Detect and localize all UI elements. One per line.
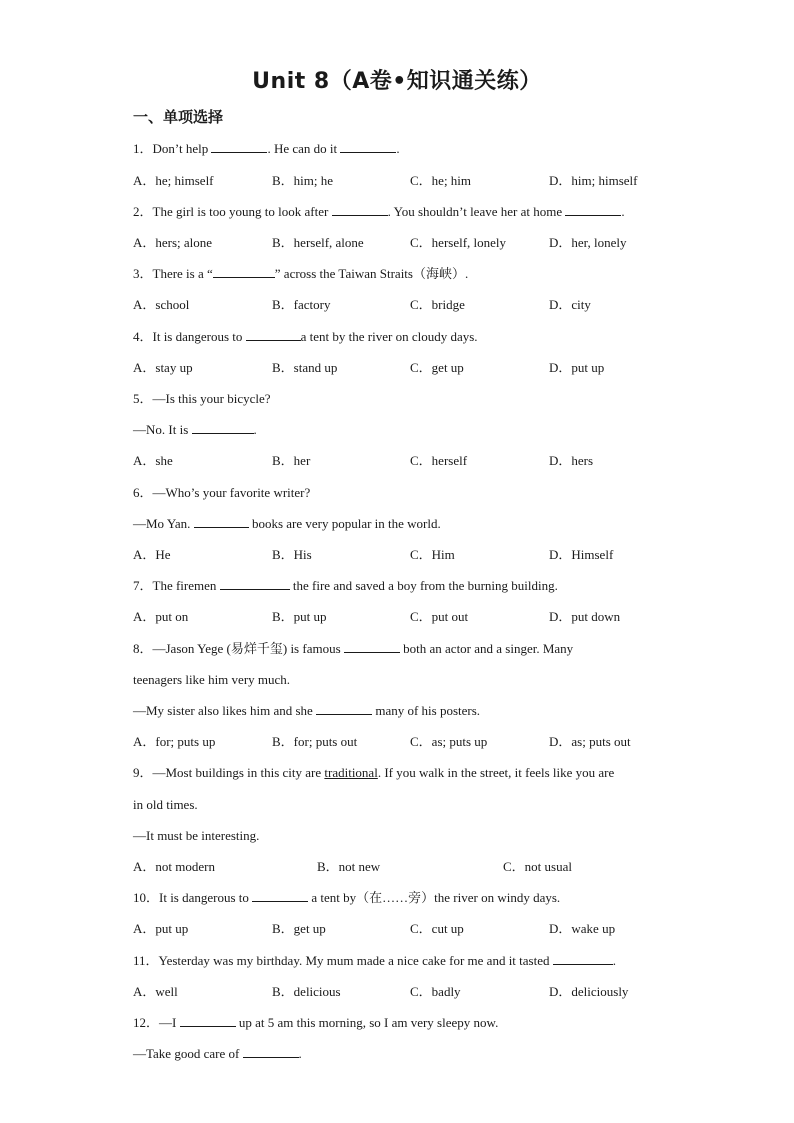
- option-d: D．hers: [549, 453, 594, 468]
- option-c: C．bridge: [410, 297, 465, 312]
- option-a: A．put up: [133, 921, 189, 936]
- question-text: 4．It is dangerous to: [133, 329, 246, 344]
- question-text: —My sister also likes him and she: [133, 703, 317, 718]
- option-a: A．for; puts up: [133, 734, 216, 749]
- answer-blank: [553, 952, 613, 965]
- option-d: D．Himself: [549, 547, 614, 562]
- option-b: B．His: [272, 547, 312, 562]
- option-c: C．herself, lonely: [410, 235, 507, 250]
- question-text: —No. It is: [133, 422, 192, 437]
- question-8-reply: [133, 702, 480, 720]
- option-a: A．hers; alone: [133, 235, 213, 250]
- option-c: C．put out: [410, 609, 469, 624]
- question-text: both an actor and a singer. Many: [399, 641, 574, 656]
- question-5-reply: [133, 421, 257, 439]
- question-text: the fire and saved a boy from the burning building.: [289, 578, 558, 593]
- answer-blank: [340, 140, 396, 153]
- option-d: D．city: [549, 297, 591, 312]
- question-8: [133, 640, 573, 658]
- answer-blank: [316, 702, 372, 715]
- question-6-reply: [133, 515, 441, 533]
- underlined-word: traditional: [324, 765, 378, 780]
- option-b: B．delicious: [272, 984, 341, 999]
- question-text: .: [396, 141, 400, 156]
- question-text: up at 5 am this morning, so I am very sleepy now.: [235, 1015, 499, 1030]
- question-text: 1．Don’t help: [133, 141, 212, 156]
- question-text: —Take good care of: [133, 1046, 243, 1061]
- question-12: [133, 1014, 498, 1032]
- page-title: Unit 8（A卷•知识通关练）: [252, 69, 542, 94]
- question-3: [133, 265, 468, 283]
- option-a: A．He: [133, 547, 171, 562]
- question-text: a tent by（在……旁）the river on windy days.: [308, 890, 561, 905]
- answer-blank: [180, 1014, 236, 1027]
- question-text: .: [298, 1046, 302, 1061]
- question-9: [133, 764, 614, 782]
- question-text: . You shouldn’t leave her at home: [387, 204, 566, 219]
- answer-blank: [565, 203, 621, 216]
- question-text: .: [621, 204, 625, 219]
- question-text: 8．—Jason Yege (易烊千玺) is famous: [133, 641, 344, 656]
- question-text: many of his posters.: [372, 703, 481, 718]
- question-9-cont: in old times.: [133, 797, 198, 812]
- answer-blank: [192, 421, 254, 434]
- question-text: 12．—I: [133, 1015, 180, 1030]
- option-d: D．deliciously: [549, 984, 629, 999]
- answer-blank: [243, 1045, 299, 1058]
- option-b: B．stand up: [272, 360, 338, 375]
- option-d: D．as; puts out: [549, 734, 631, 749]
- question-text: . If you walk in the street, it feels like you are: [377, 765, 615, 780]
- answer-blank: [252, 889, 308, 902]
- answer-blank: [246, 328, 301, 341]
- option-d: D．her, lonely: [549, 235, 627, 250]
- answer-blank: [332, 203, 388, 216]
- option-a: A．put on: [133, 609, 189, 624]
- option-b: B．her: [272, 453, 311, 468]
- question-2: [133, 203, 625, 221]
- question-10: [133, 889, 560, 907]
- question-text: a tent by the river on cloudy days.: [300, 329, 478, 344]
- option-c: C．not usual: [503, 859, 572, 874]
- option-c: C．cut up: [410, 921, 464, 936]
- question-9-reply: —It must be interesting.: [133, 828, 260, 843]
- question-text: 2．The girl is too young to look after: [133, 204, 332, 219]
- option-b: B．get up: [272, 921, 326, 936]
- question-text: . He can do it: [267, 141, 341, 156]
- question-text: 11．Yesterday was my birthday. My mum made a nice cake for me and it tasted: [133, 953, 553, 968]
- question-5: 5．—Is this your bicycle?: [133, 391, 271, 406]
- option-c: C．badly: [410, 984, 461, 999]
- option-c: C．he; him: [410, 173, 472, 188]
- option-a: A．he; himself: [133, 173, 214, 188]
- option-b: B．for; puts out: [272, 734, 358, 749]
- option-c: C．Him: [410, 547, 455, 562]
- answer-blank: [344, 640, 400, 653]
- option-c: C．herself: [410, 453, 468, 468]
- answer-blank: [211, 140, 267, 153]
- question-12-reply: [133, 1045, 302, 1063]
- option-c: C．as; puts up: [410, 734, 488, 749]
- option-a: A．not modern: [133, 859, 215, 874]
- question-1: [133, 140, 400, 158]
- question-text: 7．The firemen: [133, 578, 220, 593]
- option-b: B．him; he: [272, 173, 334, 188]
- option-d: D．him; himself: [549, 173, 638, 188]
- answer-blank: [220, 577, 290, 590]
- question-text: books are very popular in the world.: [248, 516, 441, 531]
- question-text: .: [253, 422, 257, 437]
- option-a: A．stay up: [133, 360, 193, 375]
- option-d: D．wake up: [549, 921, 616, 936]
- option-a: A．well: [133, 984, 178, 999]
- question-7: [133, 577, 558, 595]
- section-heading: 一、单项选择: [133, 108, 224, 126]
- question-text: 10．It is dangerous to: [133, 890, 253, 905]
- question-text: —Mo Yan.: [133, 516, 194, 531]
- option-b: B．put up: [272, 609, 327, 624]
- option-b: B．factory: [272, 297, 331, 312]
- option-a: A．she: [133, 453, 173, 468]
- option-d: D．put down: [549, 609, 621, 624]
- option-a: A．school: [133, 297, 190, 312]
- question-text: .: [612, 953, 616, 968]
- question-6: 6．—Who’s your favorite writer?: [133, 485, 311, 500]
- option-b: B．herself, alone: [272, 235, 364, 250]
- question-11: [133, 952, 616, 970]
- option-b: B．not new: [317, 859, 381, 874]
- option-d: D．put up: [549, 360, 605, 375]
- answer-blank: [194, 515, 249, 528]
- question-8-cont: teenagers like him very much.: [133, 672, 291, 687]
- question-text: ” across the Taiwan Straits（海峡）.: [274, 266, 469, 281]
- question-text: 3．There is a “: [133, 266, 213, 281]
- option-c: C．get up: [410, 360, 464, 375]
- answer-blank: [213, 265, 275, 278]
- question-text: 9．—Most buildings in this city are: [133, 765, 325, 780]
- question-4: [133, 328, 478, 346]
